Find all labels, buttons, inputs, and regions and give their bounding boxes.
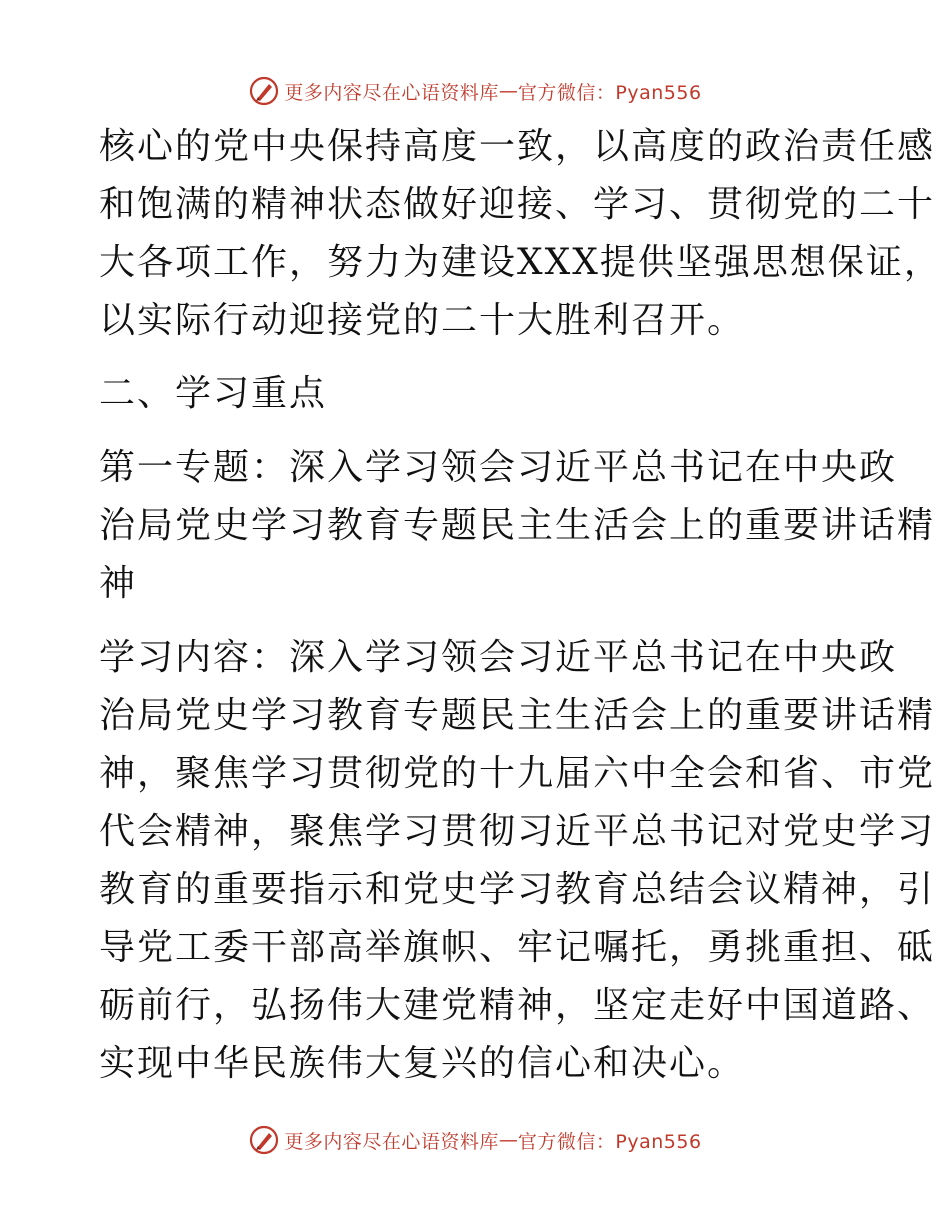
content-line: 学习内容：深入学习领会习近平总书记在中央政: [99, 637, 898, 678]
section-heading: 二、学习重点: [99, 373, 328, 414]
watermark-text: 更多内容尽在心语资料库: [284, 1130, 499, 1153]
footer-watermark: [0, 1120, 950, 1160]
body-line: 核心的党中央保持高度一致，以高度的政治责任感: [99, 126, 936, 167]
watermark-separator: —: [498, 80, 518, 102]
topic-title-line: 治局党史学习教育专题民主生活会上的重要讲话精: [99, 505, 936, 546]
content-line: 实现中华民族伟大复兴的信心和决心。: [99, 1043, 746, 1084]
topic-title-line: 第一专题：深入学习领会习近平总书记在中央政: [99, 447, 898, 488]
watermark-suffix: 官方微信：Pyan556: [517, 81, 702, 104]
content-line: 神，聚焦学习贯彻党的十九届六中全会和省、市党: [99, 753, 936, 794]
content-line: 治局党史学习教育专题民主生活会上的重要讲话精: [99, 695, 936, 736]
topic-title-line: 神: [99, 563, 138, 604]
pen-circle-logo-icon: [248, 75, 280, 107]
watermark-suffix: 官方微信：Pyan556: [517, 1130, 702, 1153]
header-watermark: [0, 71, 950, 111]
body-line: 大各项工作，努力为建设XXX提供坚强思想保证，: [99, 242, 942, 283]
body-line: 和饱满的精神状态做好迎接、学习、贯彻党的二十: [99, 184, 936, 225]
watermark-text: 更多内容尽在心语资料库: [284, 81, 499, 104]
body-line: 以实际行动迎接党的二十大胜利召开。: [99, 300, 746, 341]
content-line: 导党工委干部高举旗帜、牢记嘱托，勇挑重担、砥: [99, 927, 936, 968]
watermark-separator: —: [498, 1129, 518, 1151]
content-line: 代会精神，聚焦学习贯彻习近平总书记对党史学习: [99, 811, 936, 852]
content-line: 教育的重要指示和党史学习教育总结会议精神，引: [99, 869, 936, 910]
pen-circle-logo-icon: [248, 1124, 280, 1156]
content-line: 砺前行，弘扬伟大建党精神，坚定走好中国道路、: [99, 985, 936, 1026]
